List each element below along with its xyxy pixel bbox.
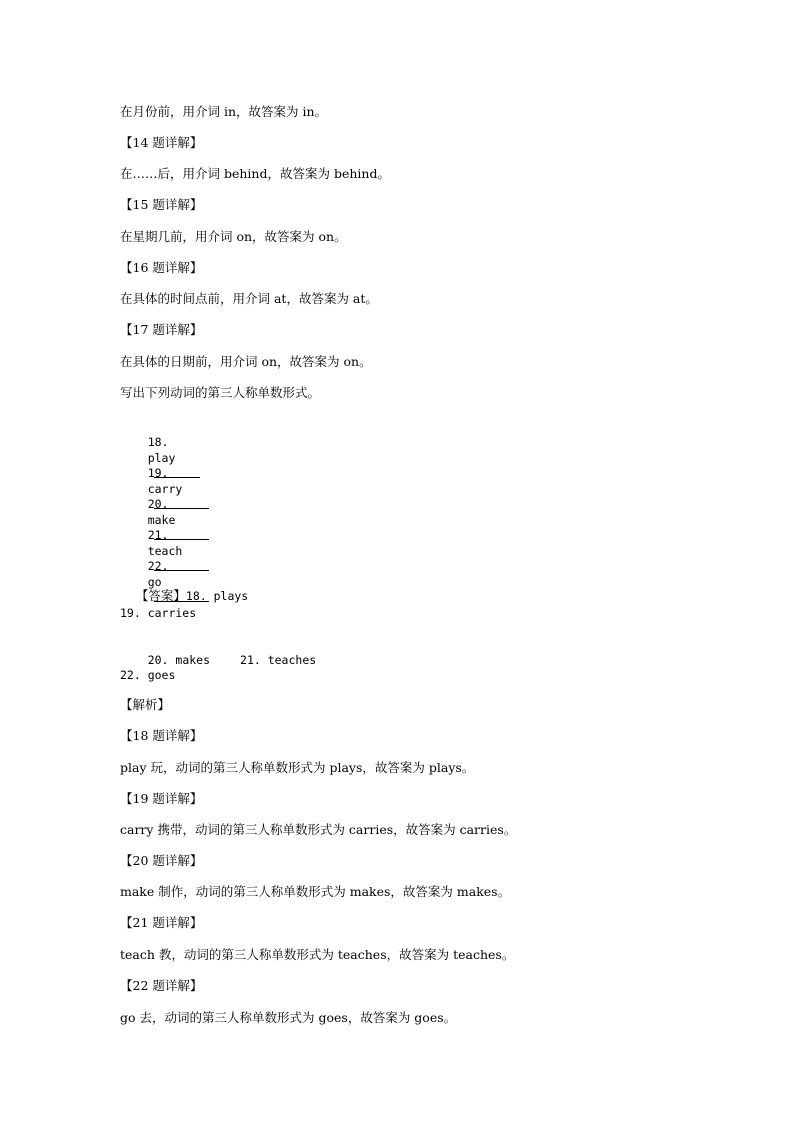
- question-word: go: [147, 575, 162, 589]
- explanation-line: play 玩，动词的第三人称单数形式为 plays，故答案为 plays。: [120, 760, 475, 775]
- explanation-line: 在月份前，用介词 in，故答案为 in。: [120, 104, 328, 119]
- answer-value: 21. teaches: [240, 653, 317, 667]
- section-header: 【17 题详解】: [120, 322, 203, 337]
- answer-value: 20. makes: [147, 653, 211, 667]
- section-header: 【20 题详解】: [120, 853, 203, 868]
- question-number: 18.: [147, 435, 169, 449]
- instruction: 写出下列动词的第三人称单数形式。: [120, 385, 321, 400]
- question-word: carry: [147, 482, 183, 496]
- section-header: 【22 题详解】: [120, 978, 203, 993]
- explanation-line: carry 携带，动词的第三人称单数形式为 carries，故答案为 carries。: [120, 822, 517, 837]
- question-number: 21.: [147, 528, 169, 542]
- explanation-line: go 去，动词的第三人称单数形式为 goes，故答案为 goes。: [120, 1010, 457, 1025]
- section-header: 【19 题详解】: [120, 791, 203, 806]
- section-header: 【18 题详解】: [120, 728, 203, 743]
- question-number: 22.: [147, 559, 169, 573]
- explanation-line: 在具体的时间点前，用介词 at，故答案为 at。: [120, 291, 378, 306]
- explanation-line: 在具体的日期前，用介词 on，故答案为 on。: [120, 354, 372, 369]
- explanation-line: 在星期几前，用介词 on，故答案为 on。: [120, 229, 347, 244]
- question-number: 19.: [147, 466, 169, 480]
- section-header: 【21 题详解】: [120, 915, 203, 930]
- answer-value: 18. plays: [185, 589, 249, 603]
- question-number: 20.: [147, 497, 169, 511]
- explanation-line: make 制作，动词的第三人称单数形式为 makes，故答案为 makes。: [120, 884, 511, 899]
- answer-label: 【答案】: [135, 588, 186, 603]
- section-header: 【15 题详解】: [120, 197, 203, 212]
- section-header: 【16 题详解】: [120, 260, 203, 275]
- explanation-line: teach 教，动词的第三人称单数形式为 teaches，故答案为 teaches。: [120, 947, 515, 962]
- question-word: play: [147, 451, 176, 465]
- section-header: 【14 题详解】: [120, 135, 203, 150]
- question-word: teach: [147, 544, 183, 558]
- answer-value: 19. carries: [120, 606, 197, 620]
- question-word: make: [147, 513, 176, 527]
- answer-value: 22. goes: [120, 668, 176, 682]
- analysis-label: 【解析】: [120, 697, 171, 712]
- explanation-line: 在……后，用介词 behind，故答案为 behind。: [120, 166, 390, 181]
